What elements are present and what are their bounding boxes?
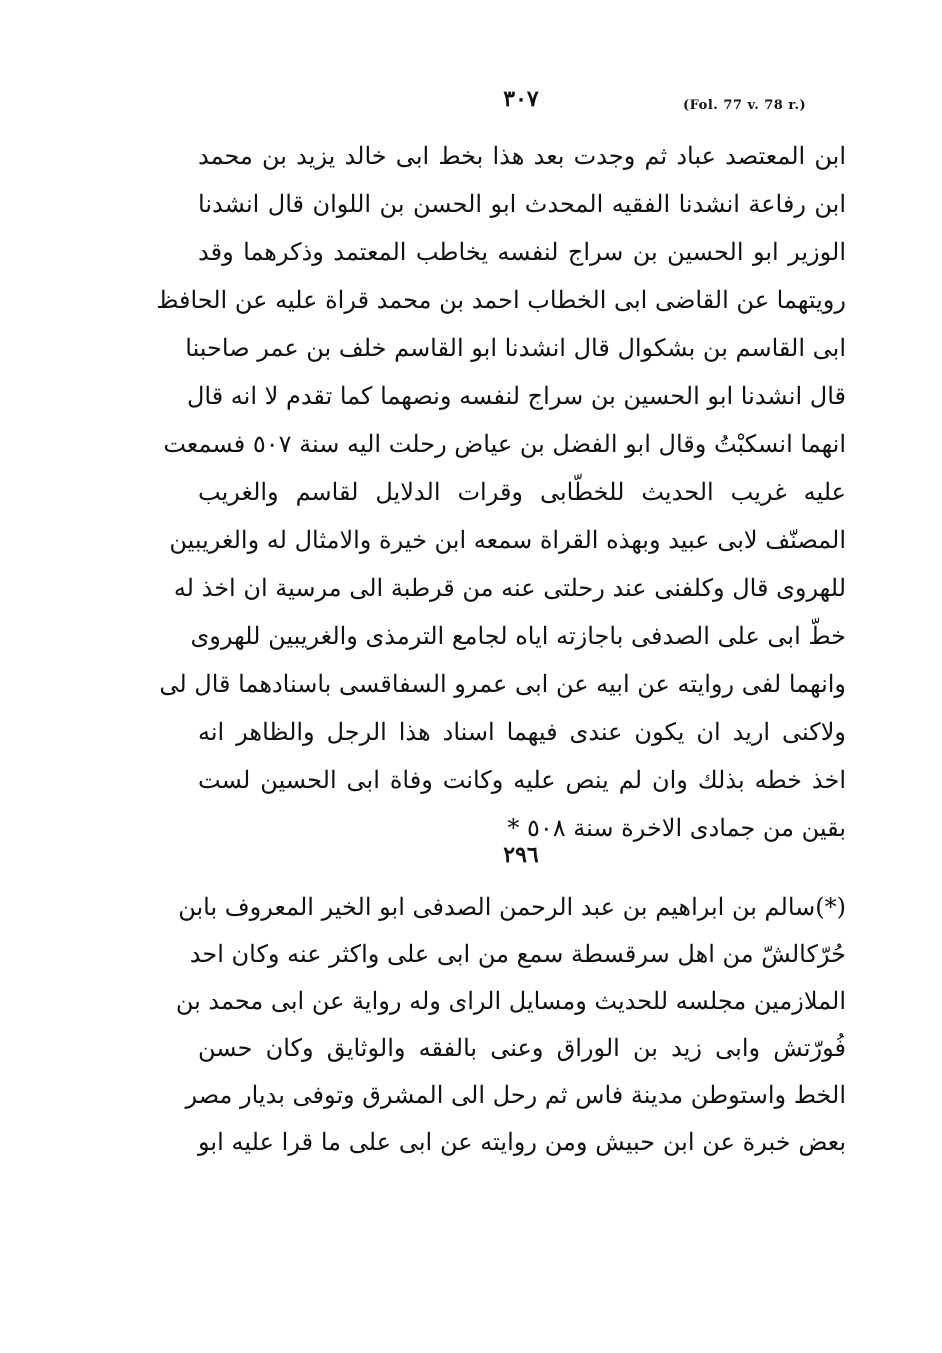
entry-text-block: [175, 884, 846, 1166]
text-line: ولاكنى اريد ان يكون عندى فيهما اسناد هذا الرجل والظاهر انه: [198, 718, 846, 746]
text-line: للهروى قال وكلفنى عند رحلتى عنه من قرطبة الى مرسية ان اخذ له: [173, 574, 846, 602]
text-line: رويتهما عن القاضى ابى الخطاب احمد بن محمد قراة عليه عن الحافظ: [156, 286, 846, 314]
main-text-block: [156, 132, 846, 852]
text-line: ابن رفاعة انشدنا الفقيه المحدث ابو الحسن بن اللوان قال انشدنا: [198, 190, 846, 218]
text-line: المصنّف لابى عبيد وبهذه القراة سمعه ابن خيرة والامثال له والغريبين: [169, 526, 846, 554]
text-line: انهما انسكبْتُ وقال ابو الفضل بن عياض رحلت اليه سنة ٥٠٧ فسمعت: [163, 430, 846, 458]
text-line: ابى القاسم بن بشكوال قال انشدنا ابو القاسم خلف بن عمر صاحبنا: [185, 334, 846, 362]
text-line: ابن المعتصد عباد ثم وجدت بعد هذا بخط ابى خالد يزيد بن محمد: [198, 142, 846, 170]
text-line: الملازمين مجلسه للحديث ومسايل الراى وله رواية عن ابى محمد بن: [175, 987, 846, 1015]
text-line: اخذ خطه بذلك وان لم ينص عليه وكانت وفاة ابى الحسين لست: [198, 766, 846, 794]
text-line: فُورّتش وابى زيد بن الوراق وعنى بالفقه والوثايق وكان حسن: [198, 1034, 846, 1062]
text-line: بعض خبرة عن ابن حبيش ومن روايته عن ابى على ما قرا عليه ابو: [198, 1128, 846, 1156]
text-line: وانهما لفى روايته عن ابيه عن ابى عمرو السفاقسى باسنادهما قال لى: [159, 670, 846, 698]
text-line: خطّ ابى على الصدفى باجازته اياه لجامع الترمذى والغريبين للهروى: [190, 622, 846, 650]
text-line: الخط واستوطن مدينة فاس ثم رحل الى المشرق وتوفى بديار مصر: [185, 1081, 846, 1109]
text-line: (*)سالم بن ابراهيم بن عبد الرحمن الصدفى ابو الخير المعروف بابن: [178, 893, 846, 921]
text-line: بقين من جمادى الاخرة سنة ٥٠٨ *: [507, 814, 846, 842]
entry-number: ٢٩٦: [503, 842, 539, 868]
text-line: قال انشدنا ابو الحسين بن سراج لنفسه ونصهما كما تقدم لا انه قال: [186, 382, 846, 410]
page-number: ٣٠٧: [503, 86, 539, 112]
text-line: عليه غريب الحديث للخطّابى وقرات الدلايل لقاسم والغريب: [198, 478, 846, 506]
folio-reference: (Fol. 77 v. 78 r.): [683, 98, 807, 113]
text-line: حُرّكالشّ من اهل سرقسطة سمع من ابى على واكثر عنه وكان احد: [189, 940, 846, 968]
text-line: الوزير ابو الحسين بن سراج لنفسه يخاطب المعتمد وذكرهما وقد: [198, 238, 846, 266]
